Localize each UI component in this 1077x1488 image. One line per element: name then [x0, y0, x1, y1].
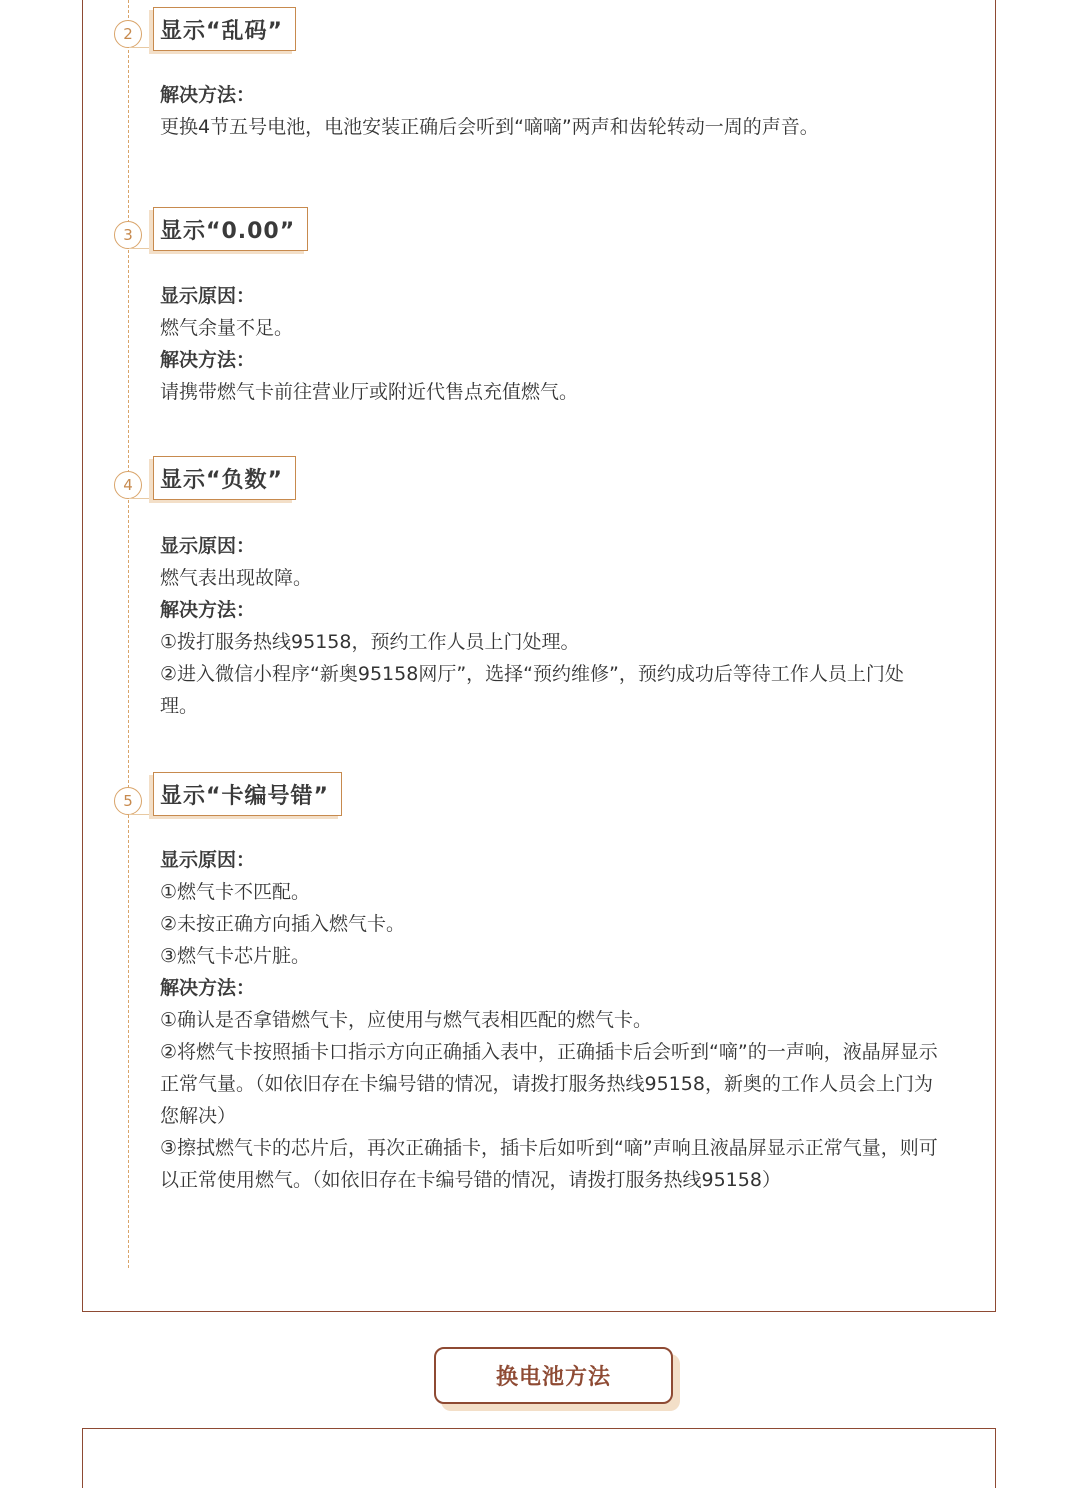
section-title: 显示“负数” — [153, 456, 296, 500]
solution-text: ①拨打服务热线95158，预约工作人员上门处理。 — [160, 631, 580, 653]
cause-text: 燃气表出现故障。 — [160, 567, 313, 589]
battery-replacement-tab[interactable]: 换电池方法 — [434, 1347, 673, 1404]
solution-label: 解决方法： — [160, 977, 256, 999]
solution-label: 解决方法： — [160, 349, 256, 371]
solution-label: 解决方法： — [160, 84, 256, 106]
cause-label: 显示原因： — [160, 285, 256, 307]
step-number-badge: 2 — [114, 20, 142, 48]
step-number-badge: 5 — [114, 787, 142, 815]
timeline-line — [128, 0, 129, 1268]
section-body — [160, 79, 940, 143]
solution-text: 请携带燃气卡前往营业厅或附近代售点充值燃气。 — [160, 381, 579, 403]
step-number-badge: 4 — [114, 471, 142, 499]
cause-label: 显示原因： — [160, 535, 256, 557]
solution-text: 更换4节五号电池，电池安装正确后会听到“嘀嘀”两声和齿轮转动一周的声音。 — [160, 116, 819, 138]
solution-text: ②将燃气卡按照插卡口指示方向正确插入表中，正确插卡后会听到“嘀”的一声响，液晶屏显示正常气量。（如依旧存在卡编号错的情况，请拨打服务热线95158，新奥的工作人员会上门为您解决） — [160, 1041, 938, 1127]
solution-text: ①确认是否拿错燃气卡，应使用与燃气表相匹配的燃气卡。 — [160, 1009, 653, 1031]
section-title: 显示“0.00” — [153, 207, 308, 251]
solution-text: ③擦拭燃气卡的芯片后，再次正确插卡，插卡后如听到“嘀”声响且液晶屏显示正常气量，则可以正常使用燃气。（如依旧存在卡编号错的情况，请拨打服务热线95158） — [160, 1137, 938, 1191]
section-title: 显示“乱码” — [153, 7, 296, 51]
cause-label: 显示原因： — [160, 849, 256, 871]
section-body — [160, 280, 940, 408]
next-card — [82, 1428, 996, 1488]
section-body — [160, 530, 940, 722]
section-body — [160, 844, 940, 1196]
cause-text: 燃气余量不足。 — [160, 317, 294, 339]
cause-text: ③燃气卡芯片脏。 — [160, 945, 311, 967]
step-number-badge: 3 — [114, 221, 142, 249]
solution-text: ②进入微信小程序“新奥95158网厅”，选择“预约维修”，预约成功后等待工作人员上门处理。 — [160, 663, 904, 717]
cause-text: ①燃气卡不匹配。 — [160, 881, 311, 903]
section-title: 显示“卡编号错” — [153, 772, 342, 816]
solution-label: 解决方法： — [160, 599, 256, 621]
cause-text: ②未按正确方向插入燃气卡。 — [160, 913, 406, 935]
